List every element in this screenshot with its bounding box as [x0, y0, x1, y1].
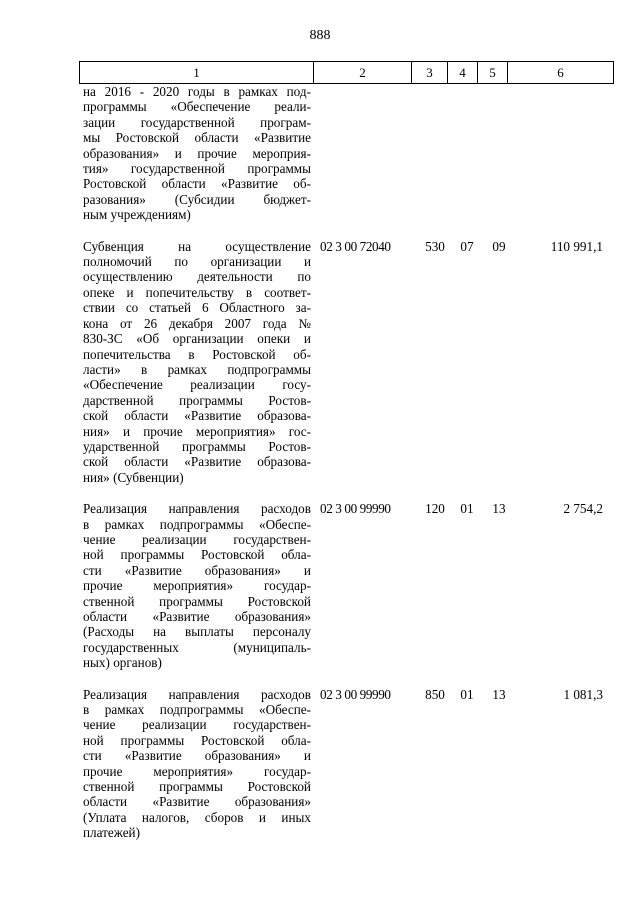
- target-article-code: 02 3 00 99990: [320, 501, 391, 517]
- description-line: «Обеспечение реализации госу-: [83, 377, 311, 393]
- description-line: опеке и попечительству в соответ-: [83, 284, 311, 300]
- subsection-code: 13: [492, 686, 506, 702]
- description-line: ной программы Ростовской обла-: [83, 547, 311, 563]
- target-article-code: 02 3 00 72040: [320, 238, 391, 254]
- column-header-6: 6: [508, 62, 614, 84]
- table-row: [79, 501, 613, 670]
- description-line: 830-ЗС «Об организации опеки и: [83, 331, 311, 347]
- description-line: ласти» в рамках подпрограммы: [83, 361, 311, 377]
- description-line: программы «Обеспечение реали-: [83, 99, 311, 115]
- description-line: сти «Развитие образования» и: [83, 562, 311, 578]
- description-line: (Уплата налогов, сборов и иных: [83, 809, 311, 825]
- description-line: прочие мероприятия» государ-: [83, 578, 311, 594]
- description-line: зации государственной програм-: [83, 114, 311, 130]
- description-line: в рамках подпрограммы «Обеспе-: [83, 702, 311, 718]
- section-code: 07: [460, 238, 474, 254]
- subsection-code: 09: [492, 238, 506, 254]
- description-line: мы Ростовской области «Развитие: [83, 130, 311, 146]
- description-line: области «Развитие образования»: [83, 609, 311, 624]
- description-line: попечительства в Ростовской об-: [83, 346, 311, 362]
- description-line: ударственной программы Ростов-: [83, 438, 311, 454]
- description-line: чение реализации государствен-: [83, 531, 311, 547]
- description-line: ской области «Развитие образова-: [83, 454, 311, 470]
- amount-value: 1 081,3: [563, 686, 603, 702]
- description-line: Реализация направления расходов: [83, 686, 311, 702]
- description-line: (Расходы на выплаты персоналу: [83, 624, 311, 640]
- column-header-table: [79, 61, 614, 84]
- description-line: ния» (Субвенции): [83, 469, 184, 485]
- description-line: разования» (Субсидии бюджет-: [83, 191, 311, 207]
- subsection-code: 13: [492, 501, 506, 517]
- expense-type-code: 850: [425, 686, 445, 702]
- description-line: ственной программы Ростовской: [83, 593, 311, 609]
- table-row: [79, 239, 613, 486]
- row-description: [79, 239, 311, 486]
- description-line: осуществлению деятельности по: [83, 269, 311, 285]
- description-line: Ростовской области «Развитие об-: [83, 176, 311, 192]
- description-line: кона от 26 декабря 2007 года №: [83, 315, 311, 331]
- description-line: ной программы Ростовской обла-: [83, 732, 311, 748]
- table-row: [79, 84, 613, 223]
- description-line: на 2016 - 2020 годы в рамках под-: [83, 84, 311, 99]
- description-line: тия» государственной программы: [83, 161, 311, 177]
- section-code: 01: [460, 501, 474, 517]
- description-line: в рамках подпрограммы «Обеспе-: [83, 516, 311, 532]
- page-number: 888: [309, 28, 331, 43]
- expense-type-code: 120: [425, 501, 445, 517]
- section-code: 01: [460, 686, 474, 702]
- column-header-2: 2: [314, 62, 412, 84]
- description-line: ской области «Развитие образова-: [83, 408, 311, 424]
- description-line: Субвенция на осуществление: [83, 238, 311, 254]
- description-line: дарственной программы Ростов-: [83, 392, 311, 408]
- description-line: платежей): [83, 825, 141, 841]
- expense-type-code: 530: [425, 238, 445, 254]
- budget-rows: [79, 84, 613, 857]
- row-description: [79, 687, 311, 841]
- amount-value: 110 991,1: [550, 238, 603, 254]
- column-header-1: 1: [80, 62, 314, 84]
- amount-value: 2 754,2: [563, 501, 603, 517]
- table-row: [79, 687, 613, 841]
- description-line: сти «Развитие образования» и: [83, 748, 311, 764]
- description-line: ственной программы Ростовской: [83, 779, 311, 795]
- description-line: полномочий по организации и: [83, 254, 311, 270]
- description-line: ствии со статьей 6 Областного за-: [83, 300, 311, 316]
- description-line: Реализация направления расходов: [83, 501, 311, 517]
- row-description: [79, 501, 311, 670]
- description-line: области «Развитие образования»: [83, 794, 311, 810]
- description-line: ных) органов): [83, 655, 162, 671]
- target-article-code: 02 3 00 99990: [320, 686, 391, 702]
- description-line: прочие мероприятия» государ-: [83, 763, 311, 779]
- description-line: ния» и прочие мероприятия» гос-: [83, 423, 311, 439]
- description-line: государственных (муниципаль-: [83, 639, 311, 655]
- row-description: [79, 84, 311, 223]
- column-header-5: 5: [478, 62, 508, 84]
- column-header-row: [80, 62, 614, 84]
- description-line: ным учреждениям): [83, 207, 191, 223]
- description-line: образования» и прочие мероприя-: [83, 145, 311, 161]
- column-header-3: 3: [412, 62, 448, 84]
- column-header-4: 4: [448, 62, 478, 84]
- description-line: чение реализации государствен-: [83, 717, 311, 733]
